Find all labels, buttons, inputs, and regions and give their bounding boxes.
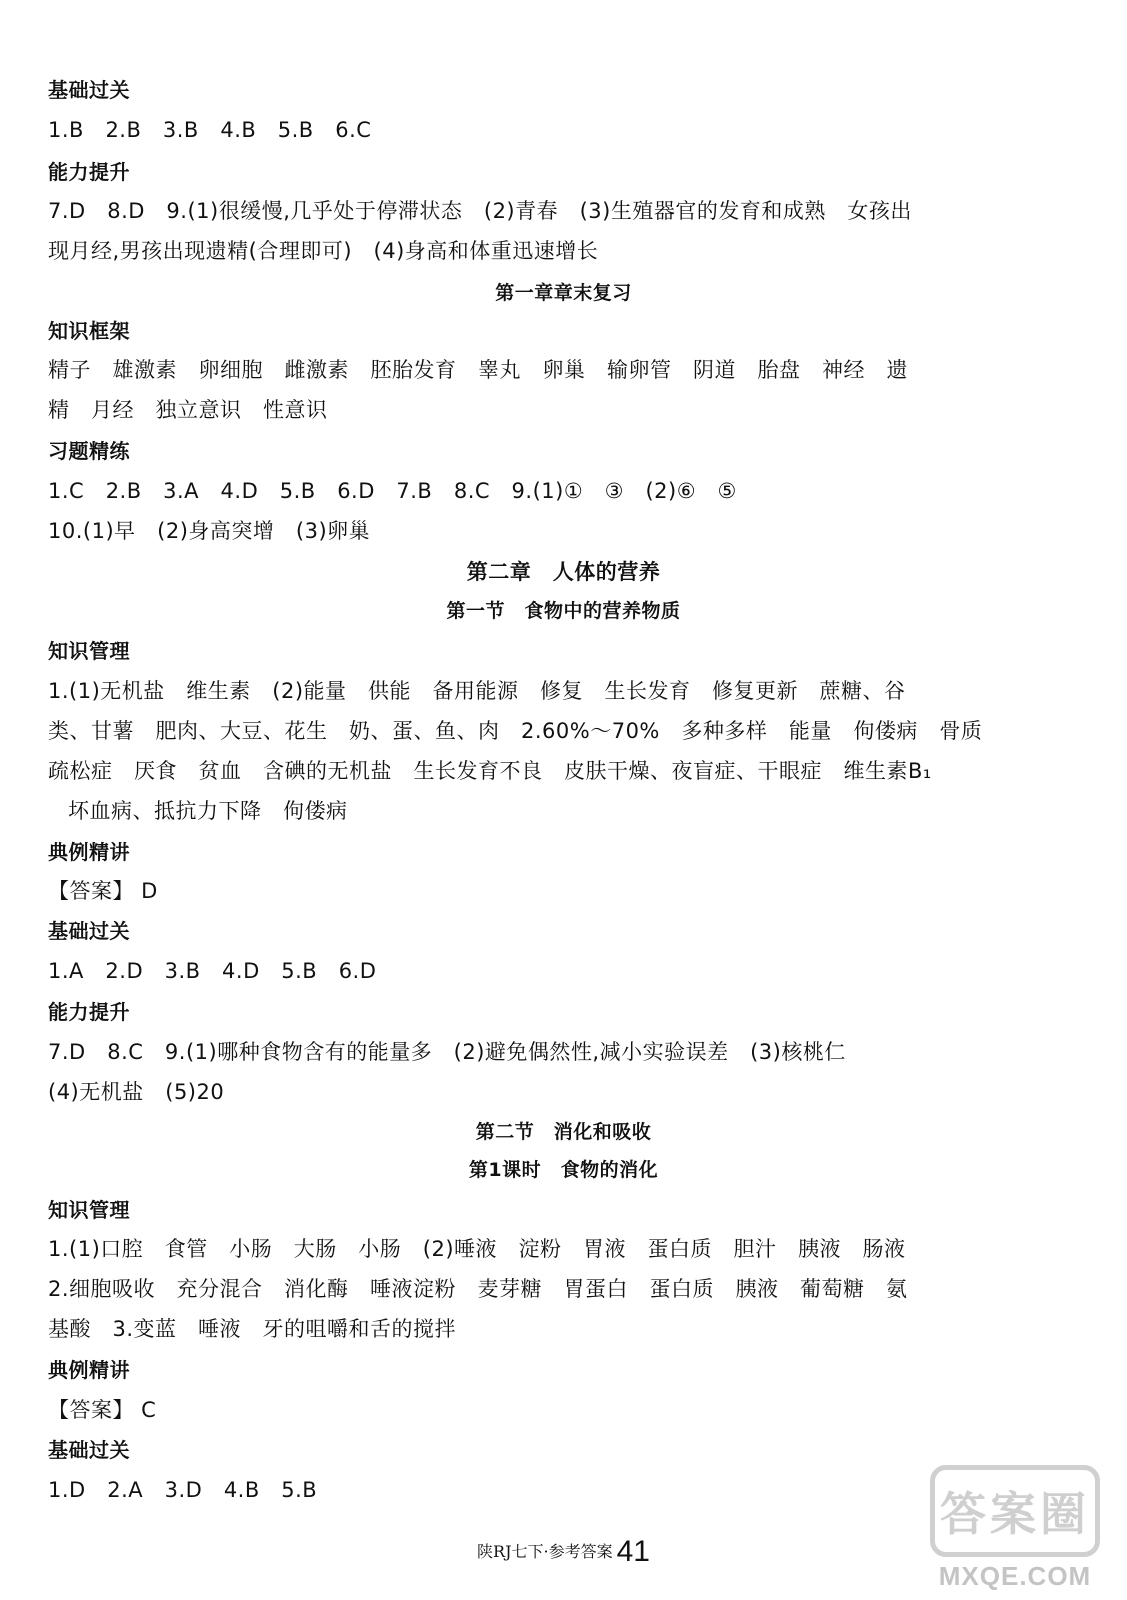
- answer-line: 疏松症 厌食 贫血 含碘的无机盐 生长发育不良 皮肤干燥、夜盲症、干眼症 维生素B₁: [48, 759, 932, 783]
- section-heading: 基础过关: [48, 78, 130, 102]
- section-heading: 能力提升: [48, 1000, 130, 1024]
- answer-line: 坏血病、抵抗力下降 佝偻病: [68, 799, 348, 823]
- answer-key-line: 【答案】 C: [48, 1398, 157, 1422]
- answer-line: 10.(1)早 (2)身高突增 (3)卵巢: [48, 519, 371, 543]
- answer-line: 1.(1)无机盐 维生素 (2)能量 供能 备用能源 修复 生长发育 修复更新 蔗糖、谷: [48, 679, 906, 703]
- answer-line: 2.细胞吸收 充分混合 消化酶 唾液淀粉 麦芽糖 胃蛋白 蛋白质 胰液 葡萄糖 氨: [48, 1277, 908, 1301]
- answer-line: 精子 雄激素 卵细胞 雌激素 胚胎发育 睾丸 卵巢 输卵管 阴道 胎盘 神经 遗: [48, 358, 908, 382]
- answer-line: 1.B 2.B 3.B 4.B 5.B 6.C: [48, 118, 372, 142]
- section-heading: 基础过关: [48, 919, 130, 943]
- section-heading: 典例精讲: [48, 840, 130, 864]
- answer-line: 7.D 8.D 9.(1)很缓慢,几乎处于停滞状态 (2)青春 (3)生殖器官的发育和成熟 女孩出: [48, 199, 912, 223]
- page-number: 41: [616, 1535, 650, 1568]
- answer-line: 基酸 3.变蓝 唾液 牙的咀嚼和舌的搅拌: [48, 1317, 457, 1341]
- chapter-review-title: 第一章章末复习: [495, 282, 632, 304]
- section-heading: 知识管理: [48, 639, 130, 663]
- section-heading: 习题精练: [48, 439, 130, 463]
- answer-line: 7.D 8.C 9.(1)哪种食物含有的能量多 (2)避免偶然性,减小实验误差 (3)核桃仁: [48, 1040, 846, 1064]
- watermark-logo: 答案圈: [930, 1465, 1100, 1557]
- answer-line: 1.(1)口腔 食管 小肠 大肠 小肠 (2)唾液 淀粉 胃液 蛋白质 胆汁 胰液 肠液: [48, 1237, 906, 1261]
- answer-line: (4)无机盐 (5)20: [48, 1080, 225, 1104]
- section-heading: 基础过关: [48, 1438, 130, 1462]
- answer-key-line: 【答案】 D: [48, 879, 158, 903]
- lesson-title: 第1课时 食物的消化: [468, 1159, 659, 1181]
- answer-line: 1.A 2.D 3.B 4.D 5.B 6.D: [48, 959, 377, 983]
- section-heading: 能力提升: [48, 160, 130, 184]
- section-heading: 知识框架: [48, 319, 130, 343]
- answer-line: 1.D 2.A 3.D 4.B 5.B: [48, 1478, 318, 1502]
- answer-line: 类、甘薯 肥肉、大豆、花生 奶、蛋、鱼、肉 2.60%～70% 多种多样 能量 佝偻病 骨质: [48, 719, 983, 743]
- lesson-title: 第一节 食物中的营养物质: [446, 600, 681, 622]
- section-heading: 知识管理: [48, 1198, 130, 1222]
- answer-line: 现月经,男孩出现遗精(合理即可) (4)身高和体重迅速增长: [48, 239, 599, 263]
- section-title: 第二节 消化和吸收: [475, 1121, 652, 1143]
- watermark-url: MXQE.COM: [938, 1561, 1092, 1591]
- answer-line: 1.C 2.B 3.A 4.D 5.B 6.D 7.B 8.C 9.(1)① ③ (2)⑥ ⑤: [48, 479, 737, 503]
- section-heading: 典例精讲: [48, 1358, 130, 1382]
- answer-line: 精 月经 独立意识 性意识: [48, 398, 328, 422]
- footer-label: 陕RJ七下·参考答案: [477, 1542, 613, 1561]
- chapter-title: 第二章 人体的营养: [466, 560, 661, 584]
- watermark: [930, 1465, 1100, 1593]
